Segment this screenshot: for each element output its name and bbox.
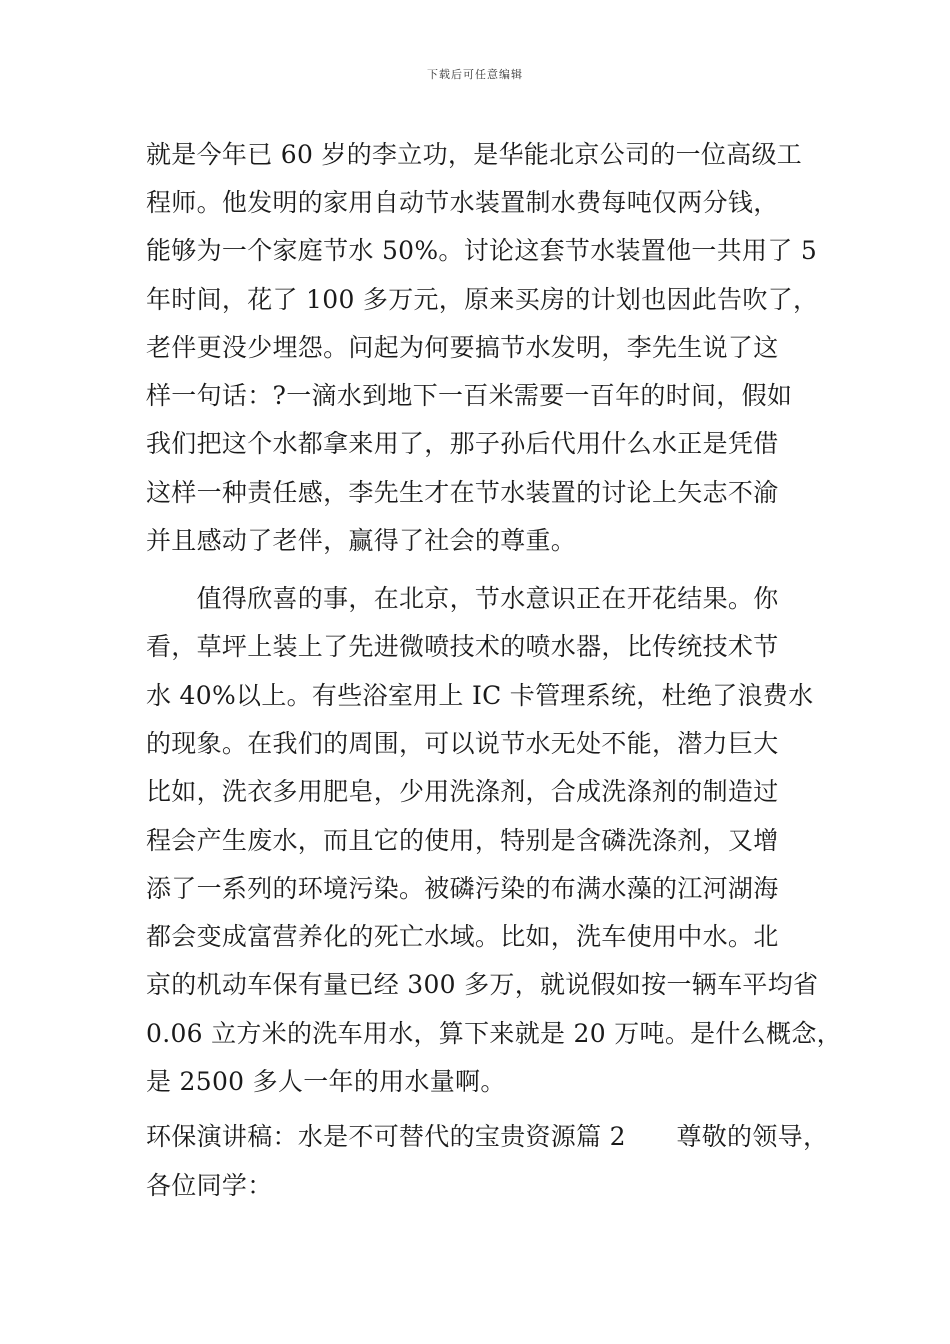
body-line: 的现象。在我们的周围，可以说节水无处不能，潜力巨大 (146, 729, 779, 758)
body-line: 都会变成富营养化的死亡水域。比如，洗车使用中水。北 (146, 922, 779, 951)
body-line: 京的机动车保有量已经 300 多万，就说假如按一辆车平均省 (146, 970, 819, 999)
body-line: 值得欣喜的事，在北京，节水意识正在开花结果。你 (146, 584, 779, 613)
body-line: 年时间，花了 100 多万元，原来买房的计划也因此告吹了， (146, 285, 819, 314)
body-line: 能够为一个家庭节水 50%。讨论这套节水装置他一共用了 5 (146, 236, 818, 265)
section-heading: 环保演讲稿：水是不可替代的宝贵资源篇 2 尊敬的领导， (146, 1122, 829, 1151)
body-line: 并且感动了老伴，赢得了社会的尊重。 (146, 526, 577, 555)
body-line: 是 2500 多人一年的用水量啊。 (146, 1067, 506, 1096)
body-line: 程会产生废水，而且它的使用，特别是含磷洗涤剂，又增 (146, 826, 779, 855)
body-line: 老伴更没少埋怨。问起为何要搞节水发明，李先生说了这 (146, 333, 779, 362)
body-line: 我们把这个水都拿来用了，那子孙后代用什么水正是凭借 (146, 429, 779, 458)
body-line: 样一句话：?一滴水到地下一百米需要一百年的时间，假如 (146, 381, 793, 410)
body-line: 水 40%以上。有些浴室用上 IC 卡管理系统，杜绝了浪费水 (146, 681, 814, 710)
body-line: 比如，洗衣多用肥皂，少用洗涤剂，合成洗涤剂的制造过 (146, 777, 779, 806)
body-line: 这样一种责任感，李先生才在节水装置的讨论上矢志不渝 (146, 478, 779, 507)
page-header: 下载后可任意编辑 (427, 68, 523, 81)
body-line: 程师。他发明的家用自动节水装置制水费每吨仅两分钱， (146, 188, 779, 217)
body-line: 就是今年已 60 岁的李立功，是华能北京公司的一位高级工 (146, 140, 803, 169)
body-line: 各位同学： (146, 1171, 273, 1200)
body-line: 添了一系列的环境污染。被磷污染的布满水藻的江河湖海 (146, 874, 779, 903)
body-line: 0.06 立方米的洗车用水，算下来就是 20 万吨。是什么概念， (146, 1019, 842, 1048)
body-line: 看，草坪上装上了先进微喷技术的喷水器，比传统技术节 (146, 632, 779, 661)
